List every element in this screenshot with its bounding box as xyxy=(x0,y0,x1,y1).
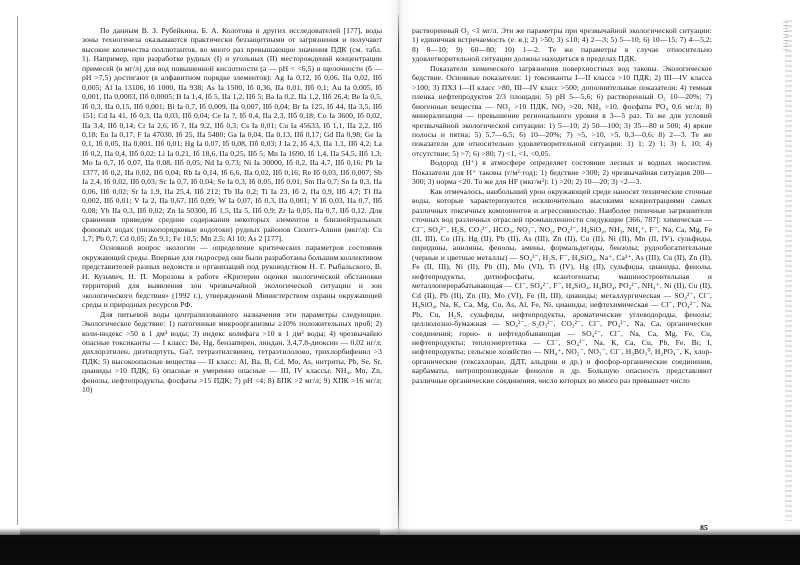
left-page-text-column xyxy=(82,26,382,395)
paragraph-right-4: Как отмечалось, наибольший урон окружающей среде наносят технические сточные воды, которые характеризуются исключительно высокими концентрациями самых различных токсичных компонентов и агрессивностью. Наиболее типичные загрязнители сточных вод различных отраслей промышленности следующие [366, 787]: химическая — Cl⁻, SO₄²⁻, H₂S, CO₃²⁻, HCO₃, NO₃⁻, NO₂, PO₄²⁻, H₄SiO₄, NH₃, NH₄⁺, F⁻, Na, Ca, Mg, Fe (II, III), Co (II), Hg (II), Pb (II), As (III), Zn (II), Cu (II), Ni (II), Mn (II, IV), сульфиды, пиридины, анилины, фенолы, амины, формальдегиды, бензолы; рудообогатительные (черные и цветные металлы) — SO₄²⁻, H₂S, F⁻, H₄SiO₄, Na⁺, Ca²⁺, As (III), Cu (II), Zn (II), Fe (II, III), Ni (II), Pb (II), Mo (VI), Ti (IV), Hg (II), сульфиды, цианиды, фенолы, нефтепродукты, дитиофосфаты, ксантогенаты; машиностроительная и металлоперерабатывающая — Cl⁻, SO₄²⁻, F⁻, H₄SiO₄, H₄BO₄, PO₄²⁻, NH₄⁺, Ni (II), Cu (II), Cd (II), Pb (II), Zn (II), Mo (VI), Fe (II, III), цианиды; металлургическая — SO₄²⁻, Cl⁻, H₄SiO₄, Na, K, Ca, Mg, Cu, As, Al, Fe, Ni, цианиды; нефтехимическая — Cl⁻, PO₄²⁻, Na, Pb, Cu, H₂S, сульфиды, нефтепродукты, ароматические углеводороды, фенолы; целлюлозно-бумажная — SO₄²⁻, S₂O₃²⁻, CO₃²⁻, Cl⁻, PO₄²⁻, Na, Ca, органические соединения; горно- и нефтедобывающая — SO₄²⁻, Cl⁻, Na, Ca, Mg, Fe, Cu, нефтепродукты; теплоэнергетика — Cl⁻, SO₄²⁻, Na, K, Ca, Cu, Pb, Fe, Br, I, нефтепродукты; сельское хозяйство — NH₄⁺, NO₂⁻, NO₃⁻, Cl⁻, H₃BO₃⁰, H₂PO₄⁻, K, хлор-органические (гексахлоран, ДДТ, альдрин и др.) и фосфор-органические соединения, карбаматы, нитропроизводные фенолов и др. Большую опасность представляют различные органические соединения, число которых во много раз превышает число xyxy=(412,186,712,385)
paragraph-right-2: Показатели химического загрязнения поверхностных вод таковы. Экологическое бедствие. Основные показатели: 1) токсиканты I—II класса >10 ПДК; 2) III—IV класса >100; 3) ПХЗ I—II класс >80, III—IV класс >500; дополнительные показатели: 4) темная пленка нефтепродуктов 2/3 площади; 5) рН 5—5,6; 6) растворенный О₂ 10—20%; 7) биогенные вещества — NO₂ >10 ПДК, NO₃ >20, NH₄ >10, фосфаты PO₄ 0,6 мг/л; 8) минерализация — превышение регионального уровня в 3—5 раз. То же для условий чрезвычайной экологической ситуации: 1) 5—10; 2) 50—100; 3) 35—80 и 500; 4) яркие полосы и пятна; 5) 5,7—6,5; 6) 10—20%; 7) >5, >10, >5, 0,3—0,6; 8) 2—3. Те же показатели для относительно удовлетворительной ситуации: 1) 1; 2) 1; 3) 1, 10; 4) отсутствие; 5) >7; 6) >80; 7) <1, <1, <0,05. xyxy=(412,63,712,158)
paragraph-left-3: Для питьевой воды централизованного назначения эти параметры следующие. Экологическое бедствие: 1) патогенные микроорганизмы ≥10% положительных проб; 2) коли-индекс >50 в 1 дм³ воды; 3) индекс колифага >10 в 1 дм³ воды; 4) чрезвычайно опасные токсиканты — I класс: Be, Hg, бензапирен, линдан, 3,4,7,8-диоксин — 0,02 нг/л; дихлорэтилен, диэтилртуть, Ga?, тетраэтилсвинец, тетраэтилолово, трихлорбифенил >3 ПДК; 5) высокоопасные вещества — II класс: Al, Ba, B, Cd, Mo, As, нитриты, Pb, Se, Sr, цианиды >10 ПДК; 6) опасные и умеренно опасные — III, IV классы: NH₄, Mn, Zn, фенолы, нефтепродукты, фосфаты >15 ПДК; 7) рН <4; 8) БПК >2 мг/л; 9) ХПК >16 мг/л; 10) xyxy=(82,309,382,395)
left-page-edge xyxy=(17,16,18,525)
scan-bottom-shadow xyxy=(0,535,800,565)
right-page-edge xyxy=(785,20,792,521)
paragraph-right-1: растворенный О₂ <1 мг/л. Эти же параметры при чрезвычайной экологической ситуации: 1) единичная встречаемость (е. в.); 2) >50; 3) ≤10; 4) 2—3; 5) 5—10; 6) 10—15; 7) 4—5,2; 8) 8—10; 9) 60—80; 10) 1—2. Те же параметры в случае относительно удовлетворительной ситуации должны находиться в пределах ПДК. xyxy=(412,26,712,64)
scan-speckle xyxy=(783,22,788,50)
paragraph-right-3: Водород (Н⁺) в атмосфере определяет состояние лесных и водных экосистем. Показатели для Н⁺ таковы (г/м²·год): 1) бедствие >300; 2) чрезвычайная ситуация 200—300; 3) норма <20. То же для HF (мкг/м³): 1) >20; 2) 10—20; 3) <2—3. xyxy=(412,158,712,187)
right-page-text-column xyxy=(412,26,712,385)
book-gutter-line xyxy=(398,14,399,529)
paragraph-left-1: По данным В. З. Рубейкина, Б. А. Колотова и других исследователей [177], воды зоны техногенеза оказываются практически беззащитными от загрязнения и получают высокие количества поллютантов, во много раз превышающие значения ПДК (см. табл. 1). Например, при разработке рудных (I) и угольных (II) месторождений концентрации примесей (в мг/л) для вод повышенной кислотности (а — рН < <6,5) и щелочности (б — рН >7,5) достигают (в алфавитном порядке элементов): Ag Iа 0,12, Iб 0,06, IIа 0,02, IIб 0,005; Al Iа 13106, Iб 1000, IIа 938; As Iа 1500, Iб 0,36, IIа 0,01, IIб 0,1; Au Iа 0,005, Iб 0,001, IIа 0,0003, IIб 0,0005; B Iа 1,4, Iб 5, IIа 1,2, IIб 5; Ba Iа 0,2, IIа 1,2, IIб 26,4; Be Iа 0,5, Iб 0,3, IIа 0,15, IIб 0,001; Bi Iа 0,7, Iб 0,009, IIа 0,007, IIб 0,04; Br Iа 125, Iб 44, IIа 3,5, IIб 151; Cd Iа 41, Iб 0,3, IIа 0,03, IIб 0,04; Ce Iа ?, Iб 0,4, IIа 2,3, IIб 0,18; Co Iа 3600, Iб 0,02, IIа 3,4, IIб 0,14; Cr Iа 2,6, Iб ?, IIа 9,2, IIб 0,3; Cs Iа 0,01; Cu Iа 45633, Iб 1,1, IIа 2,2, IIб 0,18; Eu Iа 0,17; F Iа 47030, Iб 25, IIа 5480; Ga Iа 0,04, IIа 0,13, IIб 0,17; Gd IIа 0,98; Ge Iа 0,1, Iб 0,05, IIа 0,001, IIб 0,01; Hg Iа 0,07, Iб 0,08, IIб 0,03; J Iа 2, Iб 4,3, IIа 1,1, IIб 4,2; La Iб 0,2, IIа 0,4, IIб 0,02; Li Iа 0,21, Iб 18,6, IIа 0,25, IIб 5; Mn Iа 1690, Iб 1,4, IIа 54,5, IIб 1,3; Mo Iа 0,7, Iб 0,07, IIа 0,08, IIб 0,05; Nd Iа 0,73; Ni Iа 30000, Iб 0,2, IIа 4,7, IIб 0,16; Pb Iа 1377, Iб 0,2, IIа 0,02, IIб 0,04; Rb Iа 0,14, Iб 6,6, IIа 0,02, IIб 0,16; Re Iб 0,03, IIб 0,007; Sb Iа 2,4, Iб 0,02, IIб 0,03; Sc Iа 0,7, Iб 0,04; Se Iа 0,3, Iб 0,05, IIб 0,01; Sm IIа 0,7; Sn Iа 0,3, IIа 0,06, IIб 0,02; Sr Iа 1,9, IIа 25,4, IIб 212; Tb IIа 0,2; Ti Iа 23, Iб 2, IIа 0,9, IIб 4,7; Tl IIа 0,002, IIб 0,01; V Iа 2, IIа 0,67, IIб 0,09; W Iа 0,07, Iб 0,3, IIа 0,001; Y Iб 0,03, IIа 0,7, IIб 0,08; Yb IIа 0,3, IIб 0,02; Zn Iа 50300, Iб 1,5, IIа 5, IIб 0,9; Zr Iа 0,05, IIа 0,7, IIб 0,12. Для сравнения приведем средние содержания некоторых элементов в близнейтральных фоновых водах (низкопорядковые водотоки) рудных районов Сихотэ-Алиня (мкг/л): Cu 1,7; Pb 0,7; Cd 0,05; Zn 9,1; Fe 10,5; Mn 2,5; Al 10; As 2 [177]. xyxy=(82,26,382,243)
paragraph-left-2: Основной вопрос экологии — определение критических параметров состояния окружающей среды. Впервые для гидросред они были разработаны большим коллективом представителей разных ведомств и организаций под руководством Н. Г. Рыбальского, В. Н. Кузьмич, Н. П. Морозова в работе «Критерии оценки экологической обстановки территорий для выявления зон чрезвычайной экологической ситуации и зон экологического бедствия» (1992 г.), утвержденной Министерством охраны окружающей среды и природных ресурсов РФ. xyxy=(82,243,382,310)
